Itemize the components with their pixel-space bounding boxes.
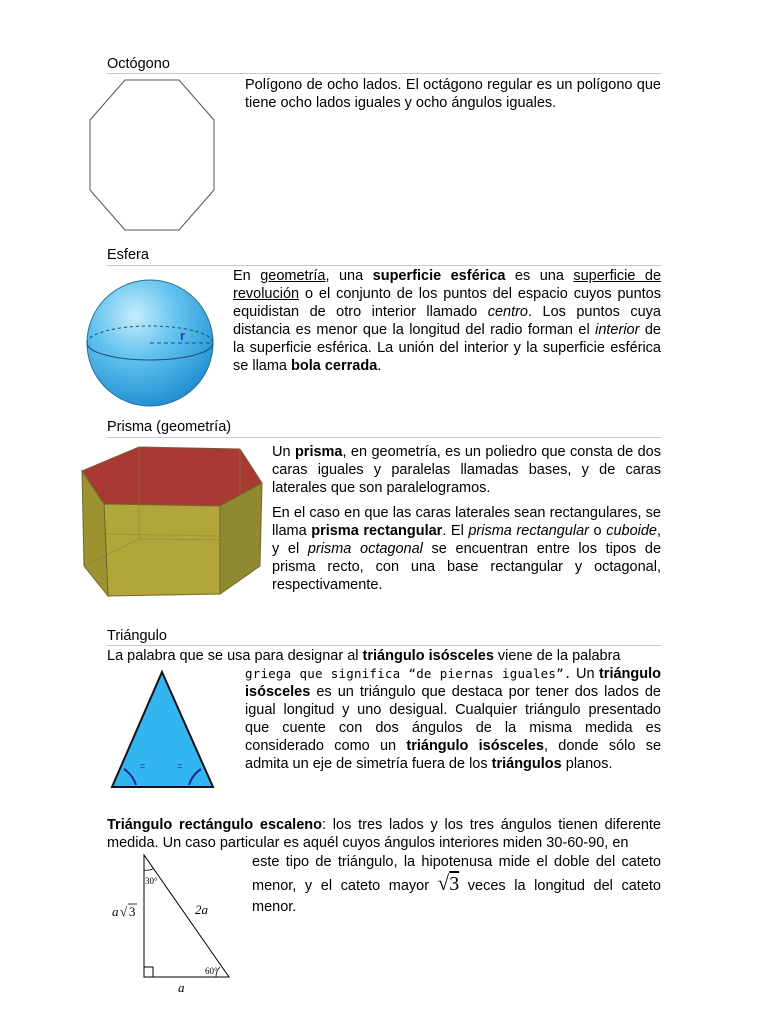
triangulo-description: griega que significa “de piernas iguales”. Un triángulo isósceles es un triángulo que destaca por tener dos lados de igual longitud y uno desigual. Cualquier triángulo presentado que cuente con dos ángulos de la misma medida es considerado como un triángulo isósceles, donde sólo se admita un eje de simetría fuera de los triángulos planos. (245, 666, 662, 772)
sqrt-number-inline: 3 (449, 873, 460, 895)
side-left-sqrt-number: 3 (129, 904, 136, 919)
section-rule (107, 73, 661, 74)
angle-30-label: 30° (145, 876, 158, 886)
right-triangle-figure (108, 852, 234, 996)
angle-mark-right: = (177, 761, 183, 771)
octagon-figure (88, 78, 216, 232)
section-rule (107, 645, 661, 646)
prisma-paragraph-2: En el caso en que las caras laterales sean rectangulares, se llama prisma rectangular. El prisma rectangular o cuboide, y el prisma octagonal se encuentran entre los tipos de prisma recto, con una base rectangular y octagonal, respectivamente. (272, 505, 662, 593)
prisma-paragraph-1: Un prisma, en geometría, es un poliedro que consta de dos caras iguales y paralelas llamadas bases, y de caras laterales que son paralelogramos. (272, 444, 661, 496)
rectangulo-intro: Triángulo rectángulo escaleno: los tres lados y los tres ángulos tienen diferente medida. Un caso particular es aquél cuyos ángulos interiores miden 30-60-90, en (107, 817, 661, 851)
section-title-octogono: Octógono (107, 56, 170, 72)
link-superficie-revolucion[interactable]: superficie de revolución (233, 268, 662, 302)
isosceles-triangle-figure (110, 669, 216, 791)
rectangulo-description: este tipo de triángulo, la hipotenusa mide el doble del cateto menor, y el cateto mayor √3 veces la longitud del cateto menor. (252, 854, 661, 915)
sphere-figure (84, 276, 216, 410)
section-title-esfera: Esfera (107, 247, 149, 263)
sqrt-symbol-inline: √ (437, 871, 450, 895)
section-rule (107, 437, 661, 438)
section-title-prisma: Prisma (geometría) (107, 419, 232, 435)
prism-figure (78, 444, 264, 598)
triangulo-intro-line: La palabra que se usa para designar al triángulo isósceles viene de la palabra (107, 648, 621, 664)
section-title-triangulo: Triángulo (107, 628, 167, 644)
radius-label: r (180, 328, 186, 343)
side-left-a: a (112, 904, 119, 919)
angle-mark-left: = (140, 761, 146, 771)
hypotenuse-label: 2a (195, 902, 208, 917)
angle-60-label: 60° (205, 966, 218, 976)
octogono-description: Polígono de ocho lados. El octágono regular es un polígono que tiene ocho lados iguales y ocho ángulos iguales. (245, 77, 661, 111)
esfera-description: En geometría, una superficie esférica es una superficie de revolución o el conjunto de los puntos del espacio cuyos puntos equidistan de otro interior llamado centro. Los puntos cuya distancia es menor que la longitud del radio forman el interior de la superficie esférica. La unión del interior y la superficie esférica se llama bola cerrada. (233, 268, 662, 374)
base-label: a (178, 980, 185, 995)
sqrt-symbol: √ (120, 904, 128, 919)
link-geometria[interactable]: geometría (260, 268, 326, 284)
section-rule (107, 265, 661, 266)
